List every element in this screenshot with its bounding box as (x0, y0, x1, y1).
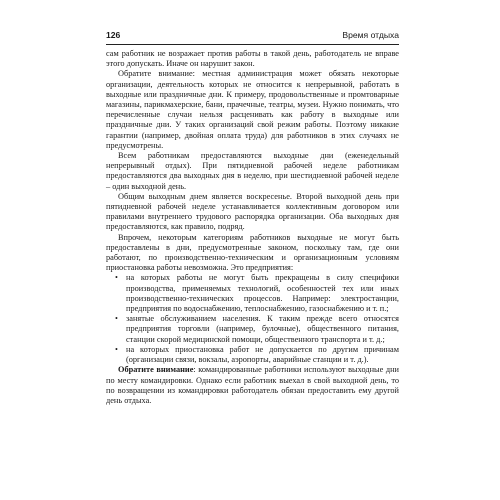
note-label: Обратите внимание (118, 365, 194, 375)
paragraph-text: Впрочем, некоторым категориям работников выходные не могут быть предоставлены в дни, предусмотренные законом, поскольку там, где они работают, по производственно-техническим и организационным условиям приостановка работы невозможна. Это предприятия: (106, 232, 399, 273)
paragraph-continuation (106, 49, 399, 69)
paragraph-days-off (106, 151, 399, 192)
list-item: • на которых работы не могут быть прекращены в силу специфики производства, применяемых технологий, особенностей тех или иных производственно-технических процессов. Например: электростанции, предприятия по водоснабжению, теплоснабжению, газоснабжению и т. п.; (126, 273, 399, 314)
paragraph-text: : командированные работники используют выходные дни по месту командировки. Однако если работник выехал в свой выходной день, то по возвращении из командировки работодатель обязан предоставить ему другой день отдыха. (106, 365, 399, 405)
enterprise-list (106, 273, 399, 365)
note-label: Обратите внимание: (118, 69, 195, 79)
paragraph-business-trip (106, 365, 399, 406)
page-number: 126 (106, 30, 121, 40)
paragraph-text: Общим выходным днем является воскресенье. Второй выходной день при пятидневной рабочей неделе устанавливается коллективным договором или правилами внутреннего трудового распорядка организации. Оба выходных дня предоставляются, как правило, подряд. (106, 191, 399, 232)
paragraph-text: Всем работникам предоставляются выходные дни (еженедельный непрерывный отдых). При пятидневной рабочей неделе работникам предоставляются два выходных дня в неделю, при шестидневной рабочей неделе – один выходной день. (106, 151, 399, 191)
paragraph-text: местная администрация может обязать некоторые организации, деятельность которых не относится к непрерывной, работать в выходные или праздничные дни. К примеру, продовольственные и промтоварные магазины, парикмахерские, бани, прачечные, театры, музеи. Нужно понимать, что перечисленные случаи нельзя расценивать как работу в выходные или праздничные дни. У таких организаций свой режим работы. Поэтому никакие гарантии (например, двойная оплата труда) для работников в этих случаях не предусмотрены. (106, 69, 399, 150)
paragraph-local-administration (106, 69, 399, 151)
paragraph-sunday (106, 192, 399, 233)
running-title: Время отдыха (342, 30, 399, 40)
page-body (106, 49, 399, 406)
list-item: • на которых приостановка работ не допускается по другим причинам (организации связи, вокзалы, аэропорты, аварийные станции и т. д.). (126, 345, 399, 365)
paragraph-exceptions (106, 233, 399, 274)
page-header (106, 26, 399, 45)
list-item: • занятые обслуживанием населения. К таким прежде всего относятся предприятия торговли (например, булочные), общественного питания, станции скорой медицинской помощи, общественного транспорта и т. д.; (126, 314, 399, 345)
paragraph-text: сам работник не возражает против работы в такой день, работодатель не вправе этого допускать. Иначе он нарушит закон. (106, 49, 399, 69)
